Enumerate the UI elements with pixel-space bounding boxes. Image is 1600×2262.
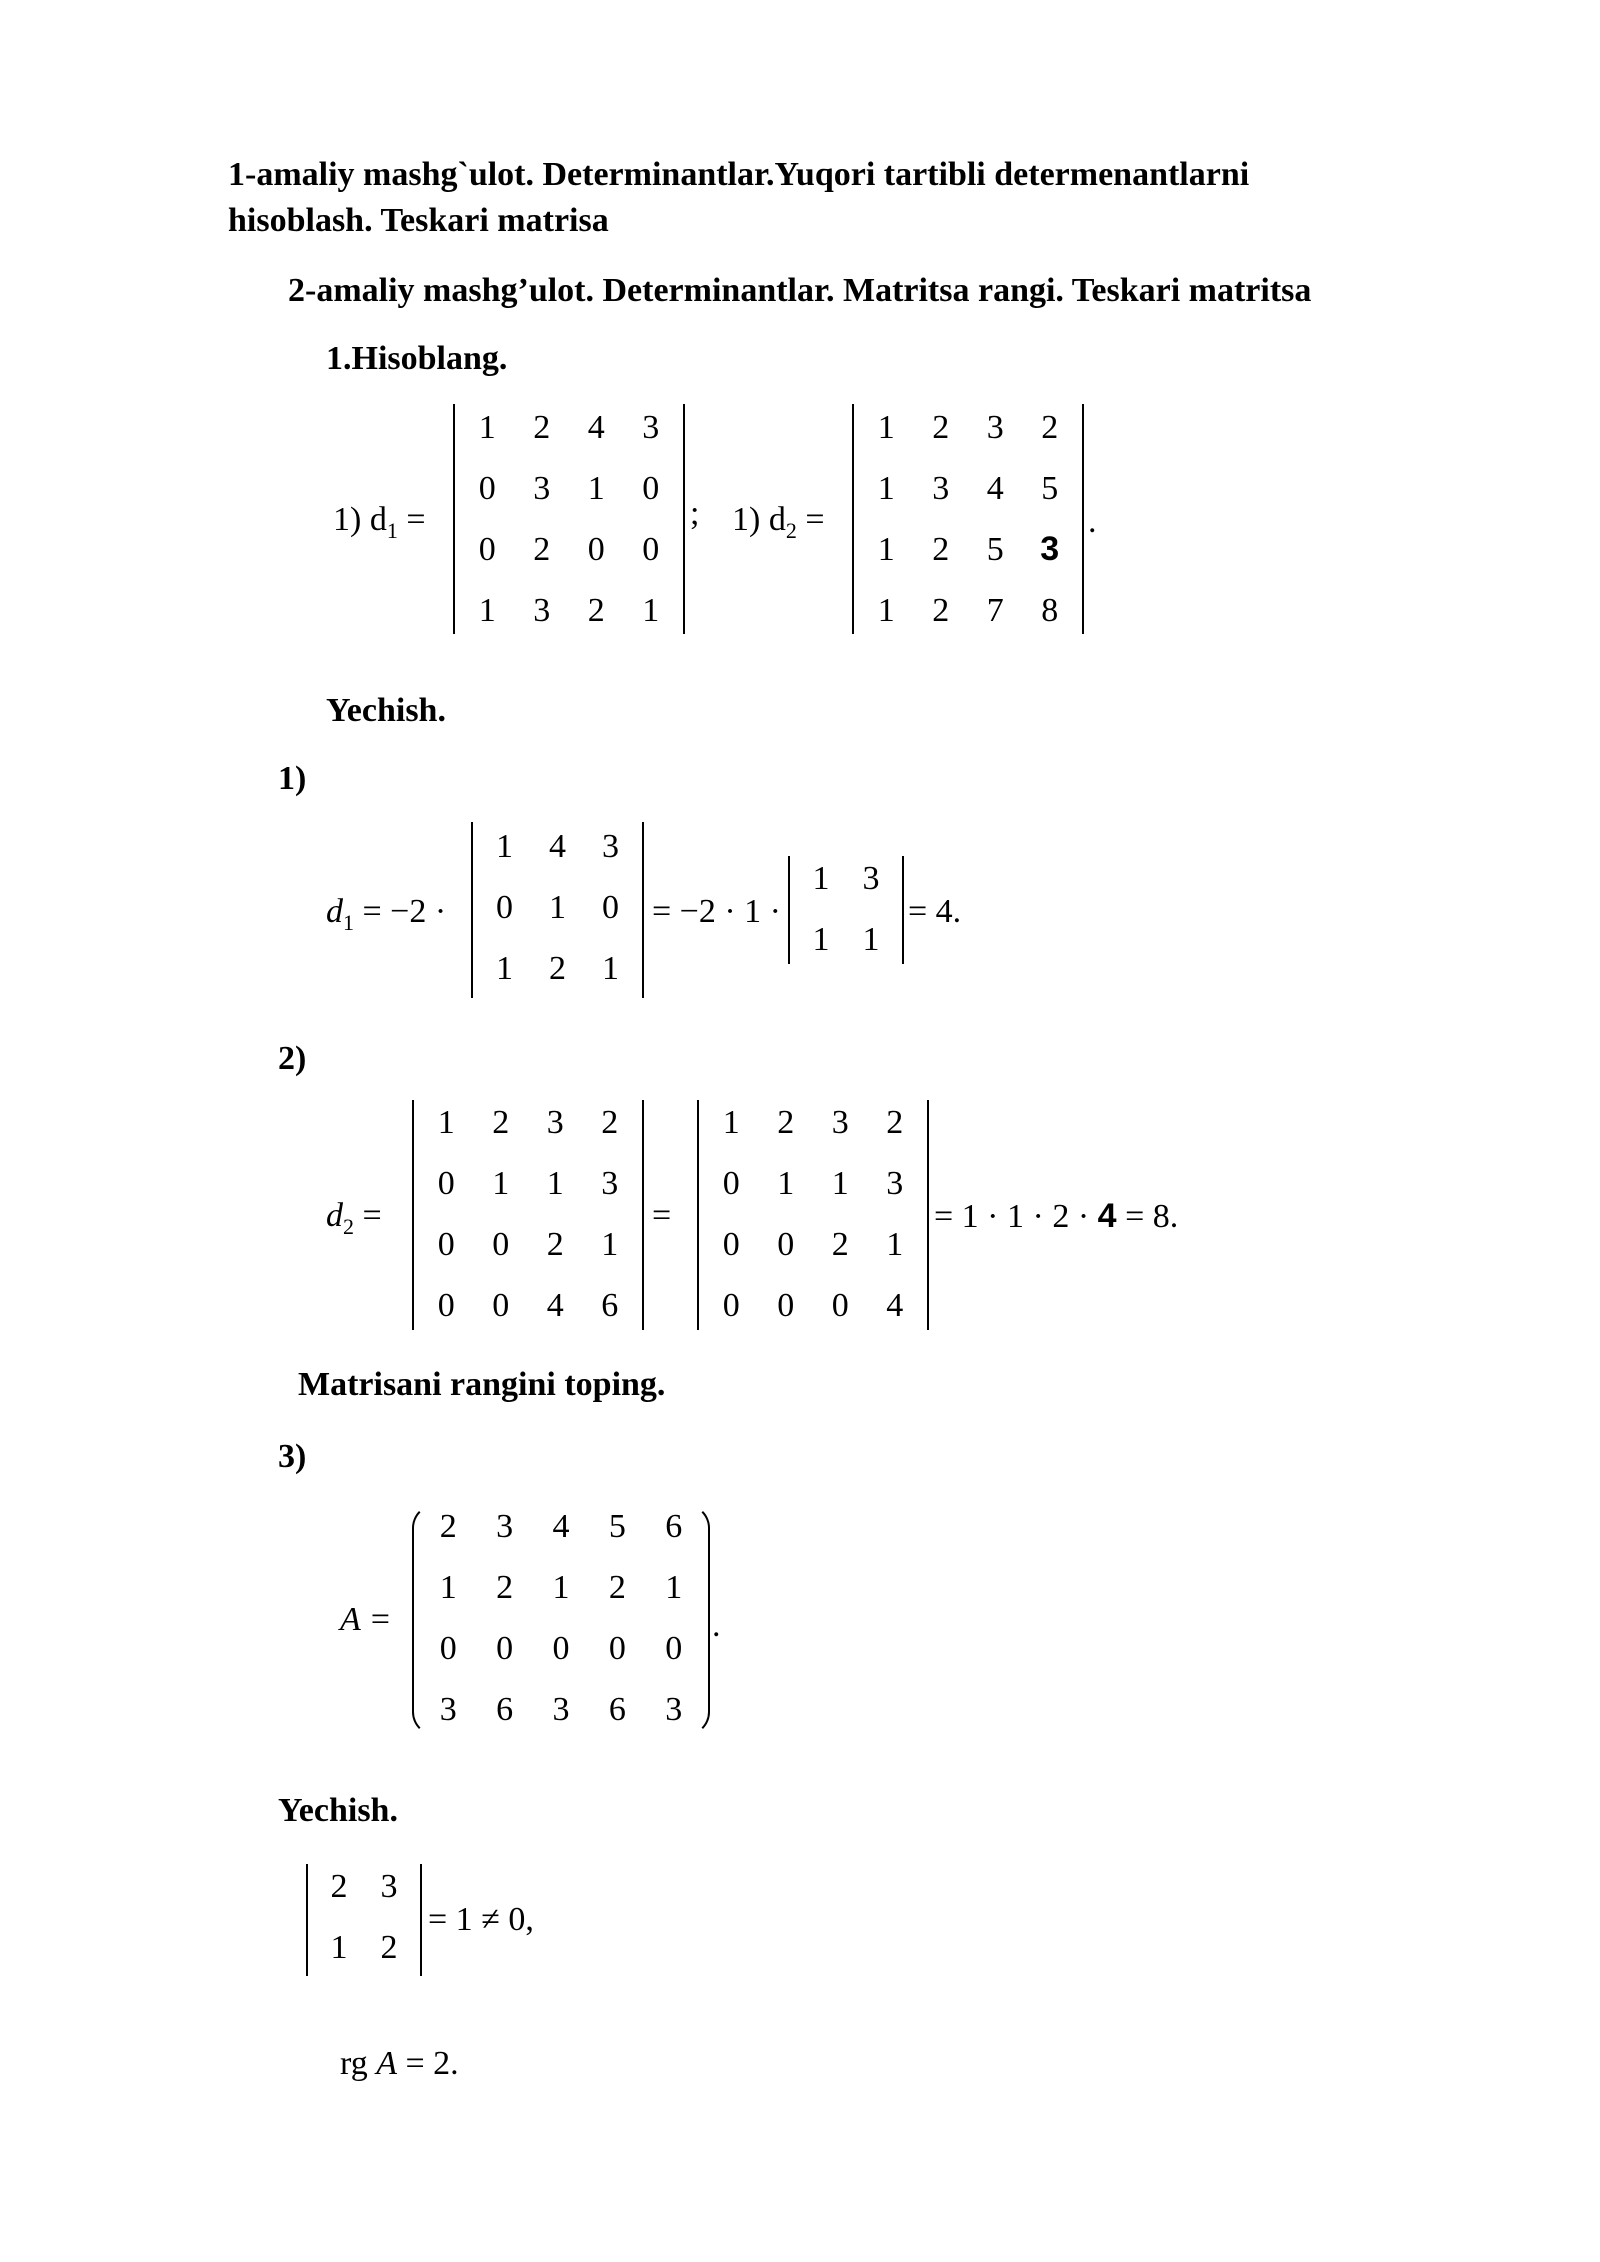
matrix-cell: 1 — [492, 1165, 510, 1202]
matrix-cell: 1 — [665, 1569, 683, 1606]
matrix-cell: 3 — [986, 409, 1004, 446]
matrix-cell: 4 — [587, 409, 605, 446]
matrix-cell: 2 — [496, 1569, 514, 1606]
matrix-cell: 6 — [601, 1287, 619, 1324]
matrix-cell: 3 — [665, 1691, 683, 1728]
subtitle: 2-amaliy mashg’ulot. Determinantlar. Matritsa rangi. Teskari matritsa — [288, 272, 1312, 309]
d2-step-a-matrix — [419, 1092, 637, 1336]
matrix-cell: 1 — [722, 1104, 740, 1141]
matrix-cell: 3 — [533, 592, 551, 629]
matrix-cell: 0 — [552, 1630, 570, 1667]
matrix-cell: 1 — [552, 1569, 570, 1606]
matrix-cell: 2 — [932, 531, 950, 568]
matrix-cell: 1 — [877, 470, 895, 507]
matrix-cell: 3 — [1040, 530, 1060, 568]
matrix-cell: 1 — [877, 409, 895, 446]
matrix-cell: 1 — [831, 1165, 849, 1202]
matrix-cell: 4 — [886, 1287, 904, 1324]
solution-heading: Yechish. — [326, 692, 446, 729]
matrix-cell: 1 — [437, 1104, 455, 1141]
matrix-cell: 0 — [437, 1226, 455, 1263]
d1-matrix — [460, 397, 678, 641]
matrix-cell: 1 — [877, 531, 895, 568]
matrix-cell: 2 — [380, 1929, 398, 1966]
matrix-cell: 4 — [549, 828, 566, 865]
matrix-cell: 0 — [722, 1226, 740, 1263]
task3-label: 3) — [278, 1438, 307, 1475]
matrix-cell: 2 — [533, 409, 551, 446]
matrix-cell: 0 — [777, 1226, 795, 1263]
matrix-cell: 4 — [552, 1508, 570, 1545]
matrix-cell: 0 — [492, 1287, 510, 1324]
matrix-cell: 6 — [608, 1691, 626, 1728]
task3-end: . — [712, 1607, 721, 1644]
matrix-cell: 1 — [496, 828, 513, 865]
matrix-cell: 0 — [665, 1630, 683, 1667]
matrix-cell: 1 — [886, 1226, 904, 1263]
matrix-cell: 2 — [932, 592, 950, 629]
matrix-cell: 2 — [932, 409, 950, 446]
matrix-cell: 4 — [546, 1287, 564, 1324]
matrix-cell: 0 — [437, 1165, 455, 1202]
rank-result: rg A = 2. — [340, 2045, 459, 2082]
matrix-cell: 2 — [587, 592, 605, 629]
matrix-cell: 3 — [932, 470, 950, 507]
matrix-cell: 2 — [533, 531, 551, 568]
d2-matrix — [859, 397, 1077, 641]
matrix-cell: 1 — [602, 950, 619, 987]
minor-result: = 1 ≠ 0, — [428, 1901, 534, 1938]
matrix-cell: 3 — [546, 1104, 564, 1141]
d1-lhs: $d_1 = -2$ · — [326, 893, 447, 935]
matrix-cell: 1 — [877, 592, 895, 629]
matrix-cell: 0 — [492, 1226, 510, 1263]
matrix-cell: 1 — [330, 1929, 348, 1966]
matrix-A-lhs: A = — [340, 1601, 392, 1638]
matrix-A — [420, 1496, 702, 1740]
matrix-cell: 1 — [496, 950, 513, 987]
matrix-cell: 3 — [602, 828, 619, 865]
matrix-cell: 1 — [862, 921, 880, 958]
title-line-1: 1-amaliy mashg`ulot. Determinantlar.Yuqori tartibli determenantlarni — [228, 156, 1250, 193]
matrix-cell: 0 — [437, 1287, 455, 1324]
matrix-cell: 1 — [587, 470, 605, 507]
minor-3x3-matrix — [478, 816, 637, 999]
matrix-cell: 0 — [478, 470, 496, 507]
matrix-cell: 1 — [549, 889, 566, 926]
title-line-2: hisoblash. Teskari matrisa — [228, 202, 609, 239]
matrix-cell: 0 — [831, 1287, 849, 1324]
minor-2x2-matrix — [796, 848, 896, 970]
result-1: = 4. — [908, 893, 962, 930]
matrix-cell: 1 — [812, 921, 830, 958]
matrix-cell: 3 — [552, 1691, 570, 1728]
matrix-cell: 5 — [608, 1508, 626, 1545]
matrix-cell: 0 — [478, 531, 496, 568]
matrix-cell: 3 — [533, 470, 551, 507]
matrix-cell: 2 — [601, 1104, 619, 1141]
d2-step-b-matrix — [704, 1092, 922, 1336]
d2-label: 1) $d_2$ = — [732, 501, 825, 543]
end-period: . — [1088, 503, 1097, 540]
matrix-cell: 3 — [496, 1508, 514, 1545]
matrix-cell: 1 — [777, 1165, 795, 1202]
matrix-cell: 0 — [642, 531, 660, 568]
part2-label: 2) — [278, 1040, 307, 1077]
matrix-cell: 2 — [546, 1226, 564, 1263]
matrix-cell: 0 — [722, 1287, 740, 1324]
part1-label: 1) — [278, 760, 307, 797]
matrix-cell: 2 — [886, 1104, 904, 1141]
matrix-cell: 2 — [1041, 409, 1059, 446]
task3-heading: Matrisani rangini toping. — [298, 1366, 666, 1403]
matrix-cell: 5 — [986, 531, 1004, 568]
matrix-cell: 1 — [478, 409, 496, 446]
matrix-cell: 2 — [777, 1104, 795, 1141]
matrix-cell: 0 — [496, 1630, 514, 1667]
matrix-cell: 0 — [777, 1287, 795, 1324]
matrix-cell: 4 — [986, 470, 1004, 507]
matrix-cell: 3 — [831, 1104, 849, 1141]
matrix-cell: 0 — [496, 889, 513, 926]
matrix-cell: 1 — [642, 592, 660, 629]
matrix-cell: 3 — [380, 1868, 398, 1905]
matrix-cell: 0 — [642, 470, 660, 507]
matrix-cell: 3 — [886, 1165, 904, 1202]
expr-b: = −2 · 1 · — [652, 893, 781, 930]
d2-lhs: $d_2$ = — [326, 1197, 382, 1239]
matrix-cell: 2 — [492, 1104, 510, 1141]
matrix-cell: 3 — [601, 1165, 619, 1202]
separator: ; — [690, 495, 700, 532]
matrix-cell: 2 — [549, 950, 566, 987]
matrix-cell: 5 — [1041, 470, 1059, 507]
matrix-cell: 0 — [608, 1630, 626, 1667]
minor-2x2-rank-matrix — [314, 1856, 414, 1978]
matrix-cell: 2 — [330, 1868, 348, 1905]
eq2: = — [652, 1197, 672, 1234]
matrix-cell: 1 — [546, 1165, 564, 1202]
matrix-cell: 3 — [862, 860, 880, 897]
matrix-cell: 1 — [601, 1226, 619, 1263]
matrix-cell: 6 — [665, 1508, 683, 1545]
matrix-cell: 1 — [812, 860, 830, 897]
matrix-cell: 1 — [439, 1569, 457, 1606]
solution3-heading: Yechish. — [278, 1792, 398, 1829]
matrix-cell: 0 — [587, 531, 605, 568]
matrix-cell: 1 — [478, 592, 496, 629]
matrix-cell: 0 — [439, 1630, 457, 1667]
task1-heading: 1.Hisoblang. — [326, 340, 508, 377]
matrix-cell: 6 — [496, 1691, 514, 1728]
matrix-cell: 7 — [986, 592, 1004, 629]
matrix-cell: 2 — [439, 1508, 457, 1545]
product: = 1 · 1 · 2 · 4 = 8. — [934, 1197, 1179, 1235]
matrix-cell: 2 — [831, 1226, 849, 1263]
matrix-cell: 0 — [602, 889, 619, 926]
matrix-cell: 3 — [642, 409, 660, 446]
d1-label: 1) $d_1$ = — [333, 501, 426, 543]
matrix-cell: 8 — [1041, 592, 1059, 629]
matrix-cell: 2 — [608, 1569, 626, 1606]
matrix-cell: 3 — [439, 1691, 457, 1728]
matrix-cell: 0 — [722, 1165, 740, 1202]
